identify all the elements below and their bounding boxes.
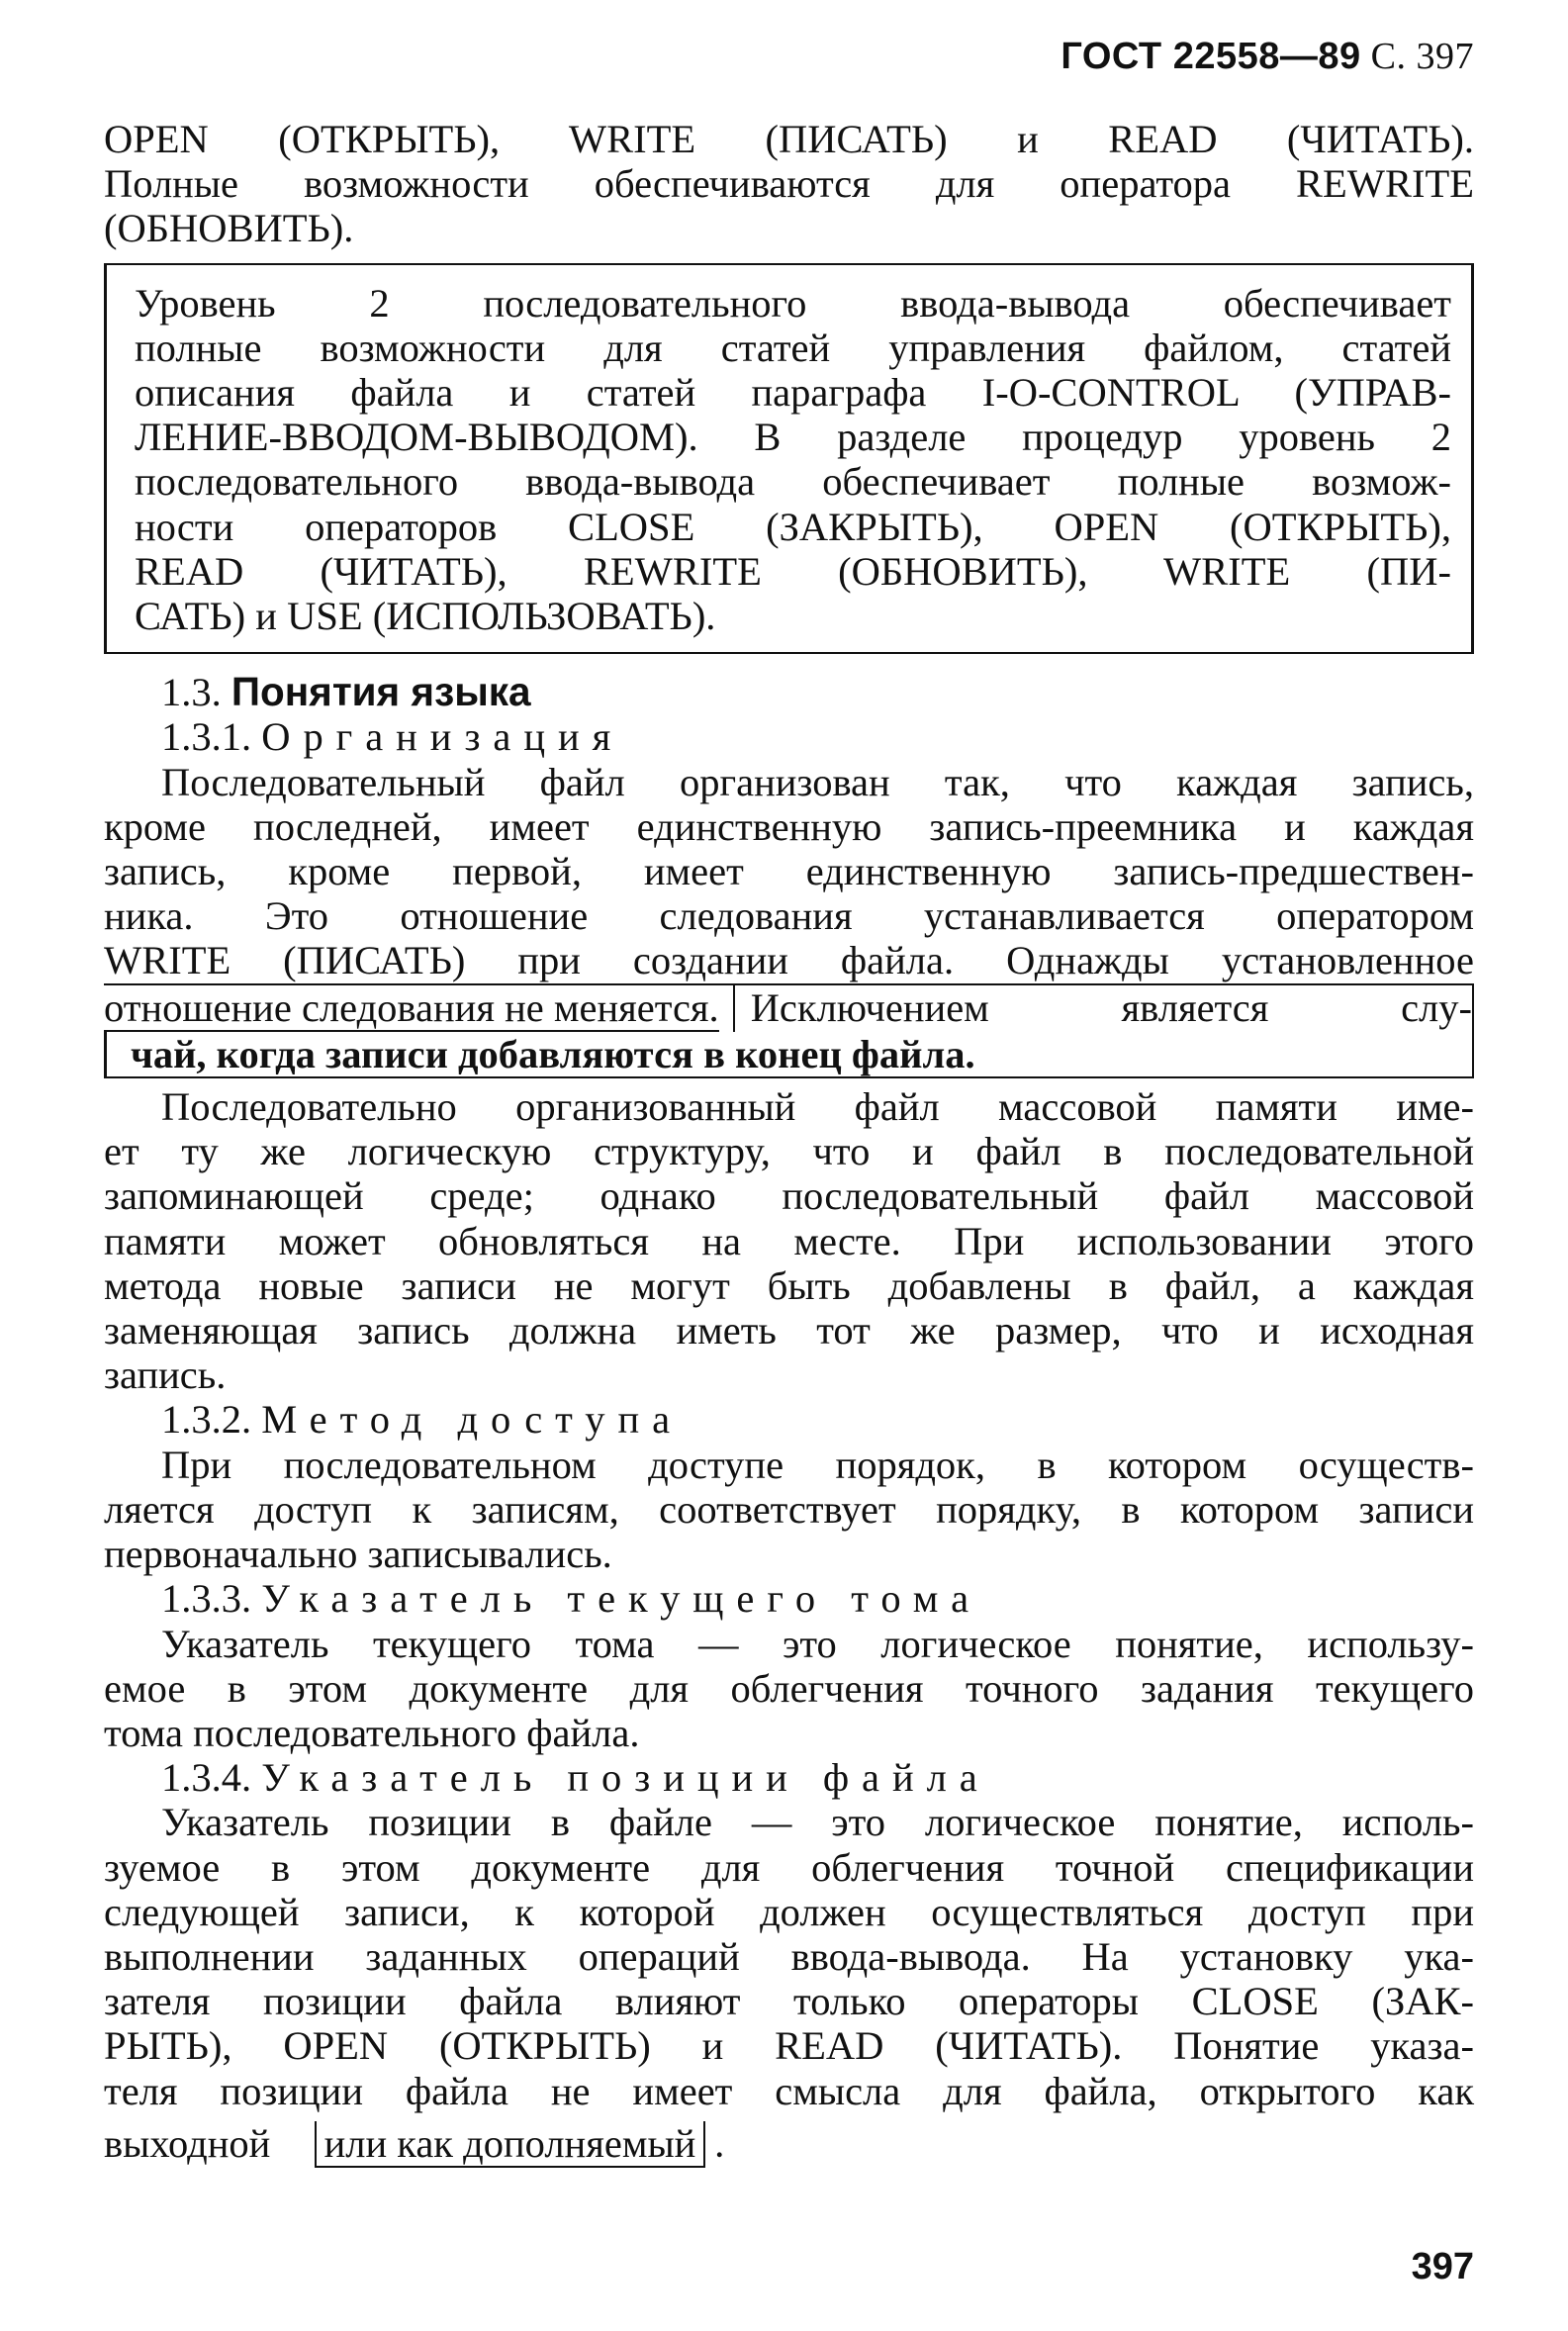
- text-line: первоначально записывались.: [104, 1532, 612, 1577]
- text-line: кроме последней, имеет единственную запись-преемника и каждая: [104, 803, 1474, 849]
- text-line: ЛЕНИЕ-ВВОДОМ-ВЫВОДОМ). В разделе процедур уровень 2: [135, 415, 1451, 460]
- text-line: зуемое в этом документе для облегчения точной спецификации: [104, 1844, 1474, 1890]
- text-line: (ОБНОВИТЬ).: [104, 206, 354, 251]
- text-line: запись, кроме первой, имеет единственную запись-предшествен-: [104, 849, 1474, 894]
- page-number: 397: [1411, 2246, 1474, 2287]
- text-line: запоминающей среде; однако последовательный файл массовой: [104, 1173, 1474, 1219]
- text-line: ника. Это отношение следования устанавливается оператором: [104, 893, 1474, 939]
- boxed-insert-start: Исключением является слу-: [733, 985, 1474, 1032]
- level2-box: [104, 263, 1474, 655]
- text-line: Уровень 2 последовательного ввода-вывода обеспечивает: [135, 280, 1451, 326]
- text-line: ет ту же логическую структуру, что и файл в последовательной: [104, 1129, 1474, 1174]
- boxed-insert-end: чай, когда записи добавляются в конец файла.: [104, 1032, 1474, 1078]
- access-method-paragraph: [104, 1443, 1474, 1577]
- text-line: [104, 2121, 1474, 2170]
- section-number: 1.3.3.: [161, 1576, 252, 1622]
- text-line: заменяющая запись должна иметь тот же размер, что и исходная: [104, 1308, 1474, 1353]
- gost-number: ГОСТ 22558—89: [1061, 36, 1361, 77]
- section-title: Метод доступа: [261, 1397, 684, 1443]
- section-title: Указатель позиции файла: [261, 1755, 990, 1801]
- section-number: 1.3.2.: [161, 1397, 252, 1443]
- text-line: зателя позиции файла влияют только операторы CLOSE (ЗАК-: [104, 1979, 1474, 2024]
- text-line: ности операторов CLOSE (ЗАКРЫТЬ), OPEN (ОТКРЫТЬ),: [135, 504, 1451, 549]
- organization-paragraph-1: [104, 760, 1474, 1078]
- text-line: ляется доступ к записям, соответствует порядку, в котором записи: [104, 1486, 1474, 1532]
- text-line: Указатель текущего тома — это логическое понятие, использу-: [161, 1621, 1474, 1666]
- section-title: Понятия языка: [231, 669, 531, 715]
- organization-paragraph-2: [104, 1084, 1474, 1397]
- text-line: Последовательно организованный файл массовой памяти име-: [161, 1084, 1474, 1130]
- text-line: тома последовательного файла.: [104, 1710, 640, 1755]
- text-segment: отношение следования не меняется.: [104, 985, 719, 1032]
- text-segment: выходной: [104, 2120, 271, 2166]
- boxed-insert: или как дополняемый: [315, 2121, 706, 2168]
- section-title: Указатель текущего тома: [261, 1576, 982, 1622]
- text-line: WRITE (ПИСАТЬ) при создании файла. Однажды установленное: [104, 938, 1474, 984]
- page-ref: С. 397: [1370, 36, 1474, 77]
- text-line: Полные возможности обеспечиваются для оператора REWRITE: [104, 161, 1474, 207]
- section-number: 1.3.1.: [161, 714, 252, 760]
- section-title: Организация: [261, 714, 624, 760]
- text-line: емое в этом документе для облегчения точного задания текущего: [104, 1665, 1474, 1711]
- section-heading-1-3-1: [104, 714, 1474, 759]
- section-number: 1.3.: [161, 670, 222, 715]
- text-line: памяти может обновляться на месте. При использовании этого: [104, 1218, 1474, 1263]
- page-header: [1061, 35, 1474, 78]
- boxed-insert-row: [104, 985, 1474, 1032]
- text-line: последовательного ввода-вывода обеспечивает полные возмож-: [135, 459, 1451, 505]
- text-segment: .: [715, 2130, 723, 2164]
- volume-pointer-paragraph: [104, 1622, 1474, 1756]
- document-page: [104, 0, 1474, 2331]
- section-heading-1-3-3: [104, 1576, 1474, 1621]
- text-line: запись.: [104, 1352, 227, 1398]
- text-line: следующей записи, к которой должен осуществляться доступ при: [104, 1889, 1474, 1934]
- intro-paragraph: [104, 117, 1474, 251]
- text-line: Последовательный файл организован так, что каждая запись,: [161, 759, 1474, 804]
- text-line: РЫТЬ), OPEN (ОТКРЫТЬ) и READ (ЧИТАТЬ). Понятие указа-: [104, 2023, 1474, 2069]
- text-line: описания файла и статей параграфа I-O-CONTROL (УПРАВ-: [135, 370, 1451, 416]
- section-heading-1-3: [104, 670, 1474, 714]
- text-line: САТЬ) и USE (ИСПОЛЬЗОВАТЬ).: [135, 594, 716, 639]
- text-line: OPEN (ОТКРЫТЬ), WRITE (ПИСАТЬ) и READ (ЧИТАТЬ).: [104, 117, 1474, 161]
- section-number: 1.3.4.: [161, 1755, 252, 1801]
- text-line: выполнении заданных операций ввода-вывода. На установку ука-: [104, 1933, 1474, 1979]
- text-line: READ (ЧИТАТЬ), REWRITE (ОБНОВИТЬ), WRITE (ПИ-: [135, 548, 1451, 594]
- text-line: теля позиции файла не имеет смысла для файла, открытого как: [104, 2068, 1474, 2113]
- text-line: Указатель позиции в файле — это логическое понятие, исполь-: [161, 1800, 1474, 1845]
- section-heading-1-3-2: [104, 1397, 1474, 1442]
- section-heading-1-3-4: [104, 1755, 1474, 1800]
- file-position-paragraph: [104, 1800, 1474, 2170]
- text-line: полные возможности для статей управления файлом, статей: [135, 325, 1451, 370]
- text-line: метода новые записи не могут быть добавлены в файл, а каждая: [104, 1262, 1474, 1308]
- page-content: [104, 117, 1474, 2170]
- text-line: При последовательном доступе порядок, в котором осуществ-: [161, 1442, 1474, 1487]
